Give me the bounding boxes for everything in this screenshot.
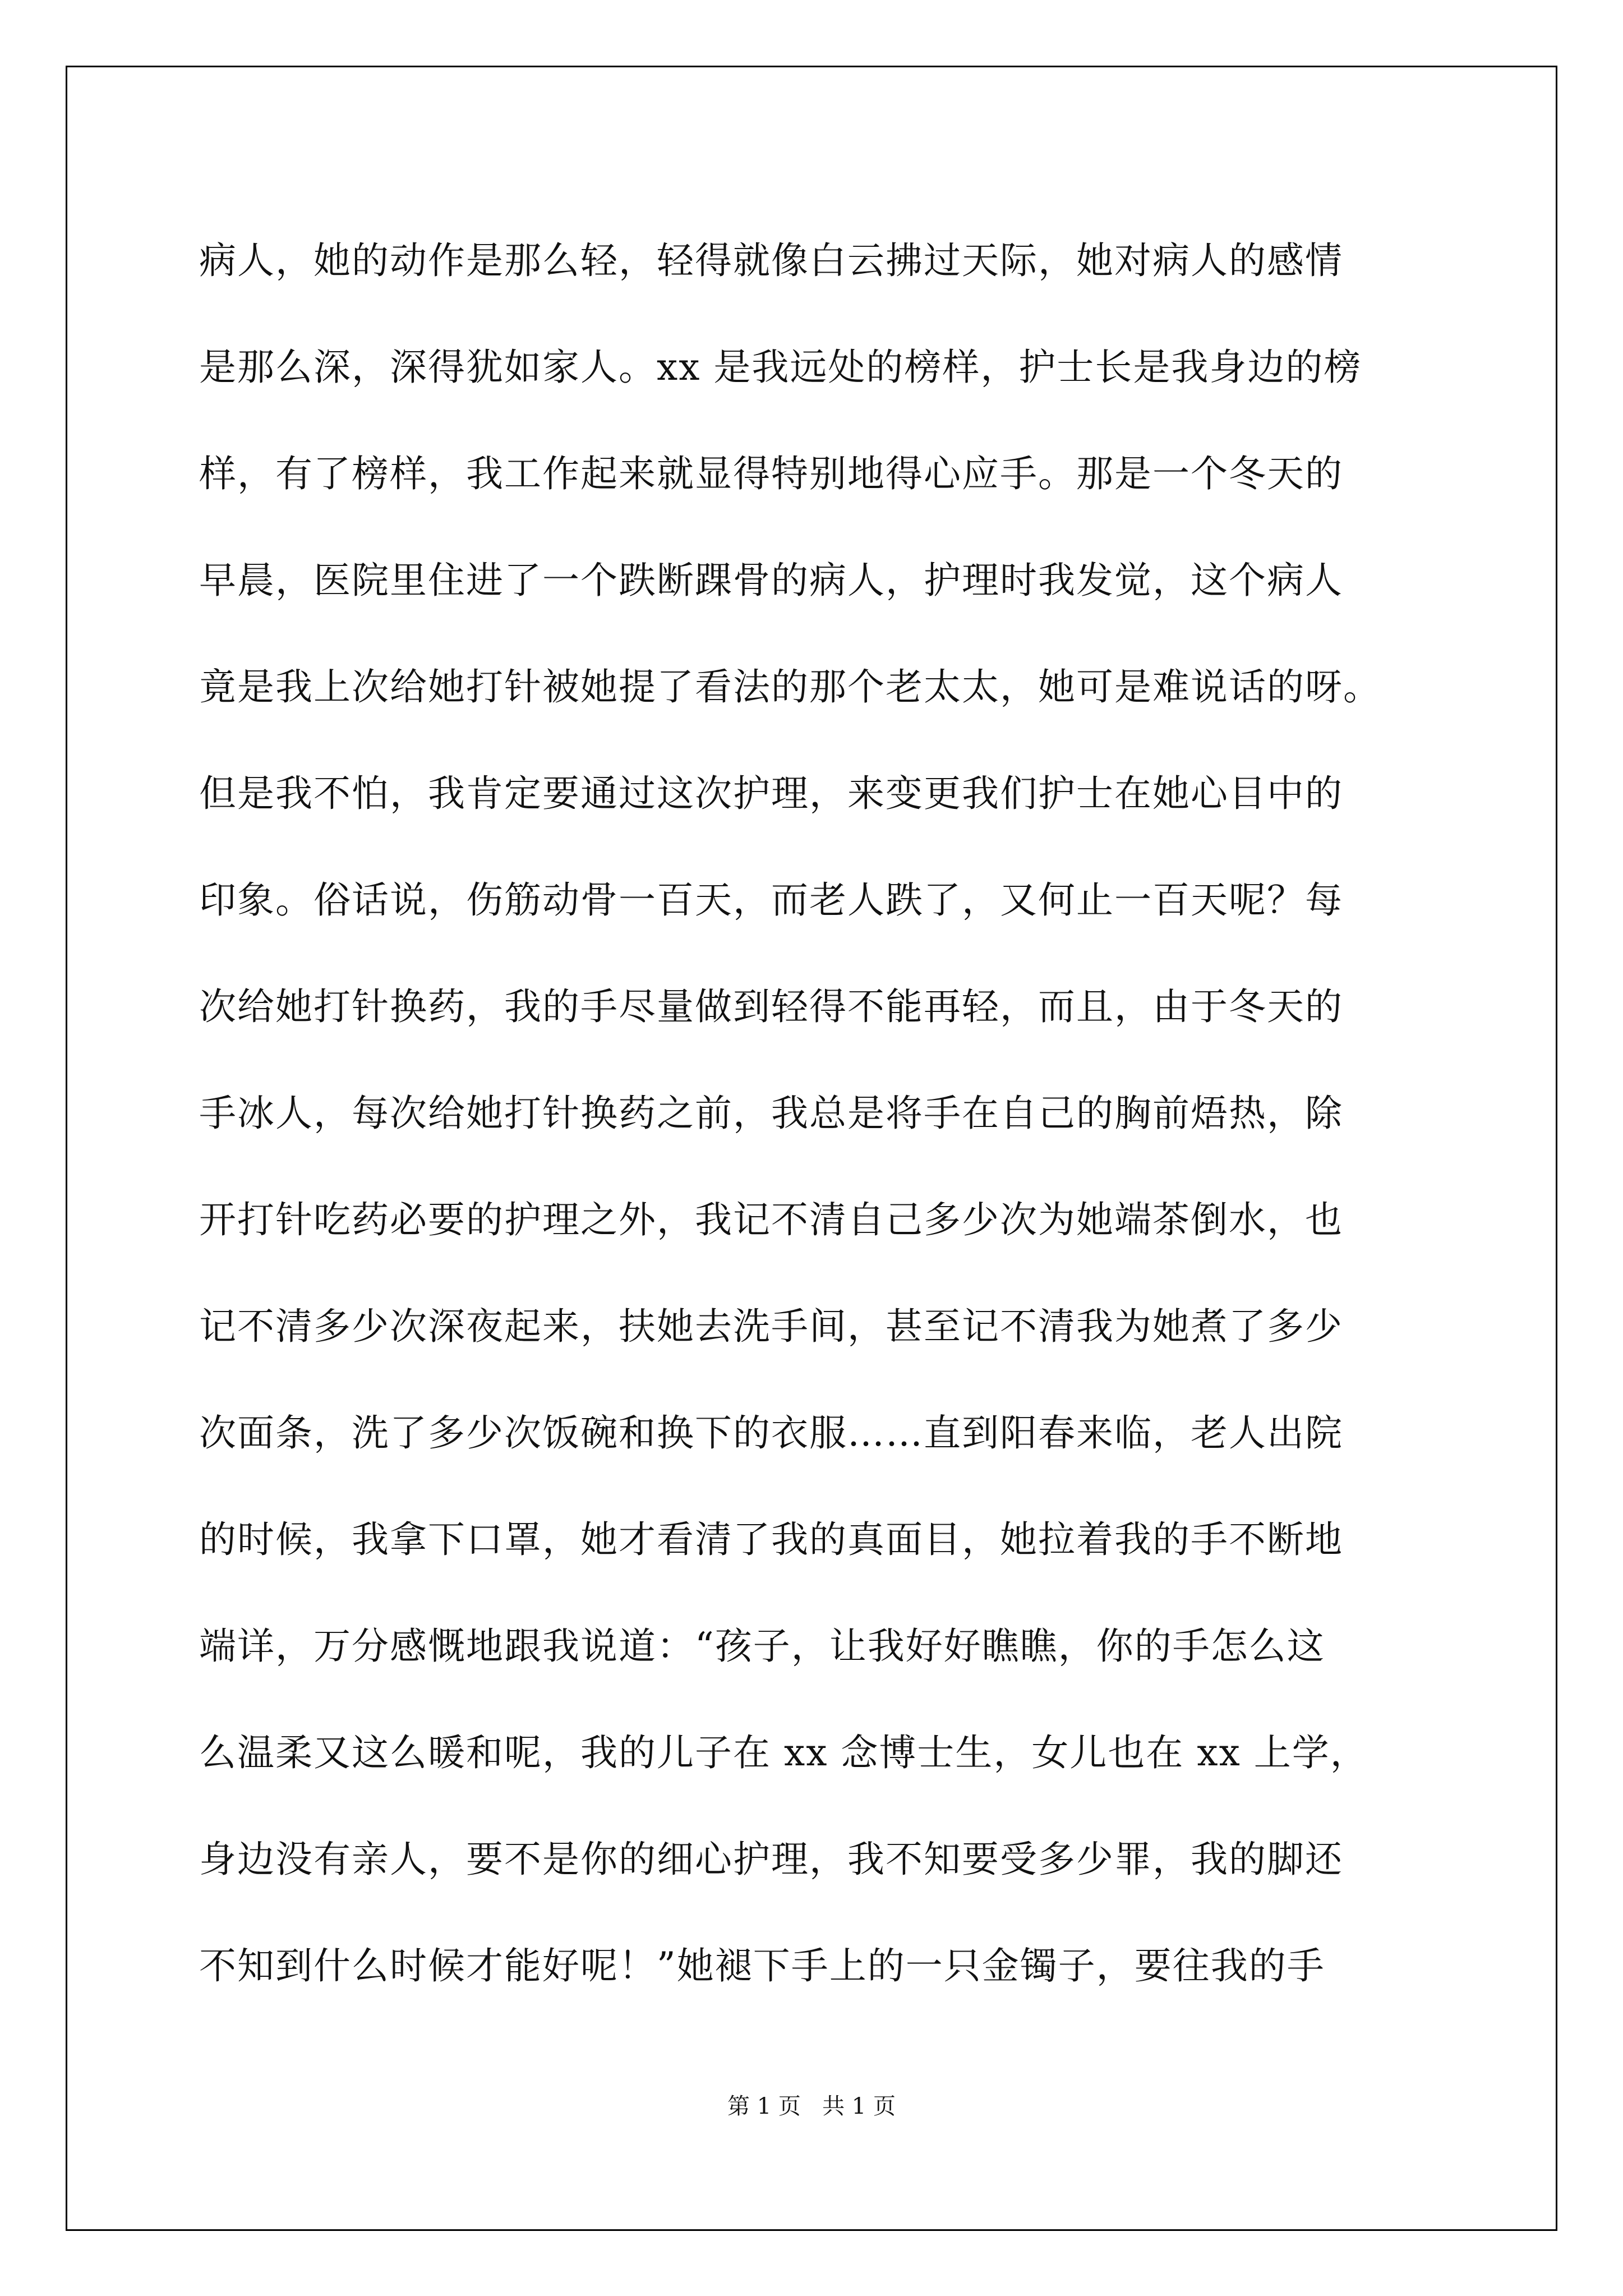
document-body [199,208,1433,2019]
text-line: 身边没有亲人，要不是你的细心护理，我不知要受多少罪，我的脚还 [199,1838,1343,1881]
text-line: 的时候，我拿下口罩，她才看清了我的真面目，她拉着我的手不断地 [199,1518,1343,1561]
text-line: 端详，万分感慨地跟我说道：“孩子，让我好好瞧瞧，你的手怎么这 [199,1625,1325,1668]
text-line: 是那么深，深得犹如家人。xx 是我远处的榜样，护士长是我身边的榜 [199,346,1362,389]
text-line: 不知到什么时候才能好呢！”她褪下手上的一只金镯子，要往我的手 [199,1944,1325,1987]
text-line: 次给她打针换药，我的手尽量做到轻得不能再轻，而且，由于冬天的 [199,985,1343,1028]
text-line: 记不清多少次深夜起来，扶她去洗手间，甚至记不清我为她煮了多少 [199,1305,1343,1348]
text-line: 开打针吃药必要的护理之外，我记不清自己多少次为她端茶倒水，也 [199,1198,1343,1241]
text-line: 早晨，医院里住进了一个跌断踝骨的病人，护理时我发觉，这个病人 [199,559,1343,602]
text-line: 但是我不怕，我肯定要通过这次护理，来变更我们护士在她心目中的 [199,772,1343,815]
text-line: 竟是我上次给她打针被她提了看法的那个老太太，她可是难说话的呀。 [199,665,1381,708]
text-line: 样，有了榜样，我工作起来就显得特别地得心应手。那是一个冬天的 [199,452,1343,495]
text-line: 手冰人，每次给她打针换药之前，我总是将手在自己的胸前焐热，除 [199,1092,1343,1135]
text-line: 么温柔又这么暖和呢，我的儿子在 xx 念博士生，女儿也在 xx 上学， [199,1731,1368,1774]
text-line: 次面条，洗了多少次饭碗和换下的衣服……直到阳春来临，老人出院 [199,1411,1343,1455]
page-number: 第 1 页 共 1 页 [727,2093,896,2119]
text-line: 印象。俗话说，伤筋动骨一百天，而老人跌了，又何止一百天呢？每 [199,878,1343,922]
text-line: 病人，她的动作是那么轻，轻得就像白云拂过天际，她对病人的感情 [199,239,1343,282]
